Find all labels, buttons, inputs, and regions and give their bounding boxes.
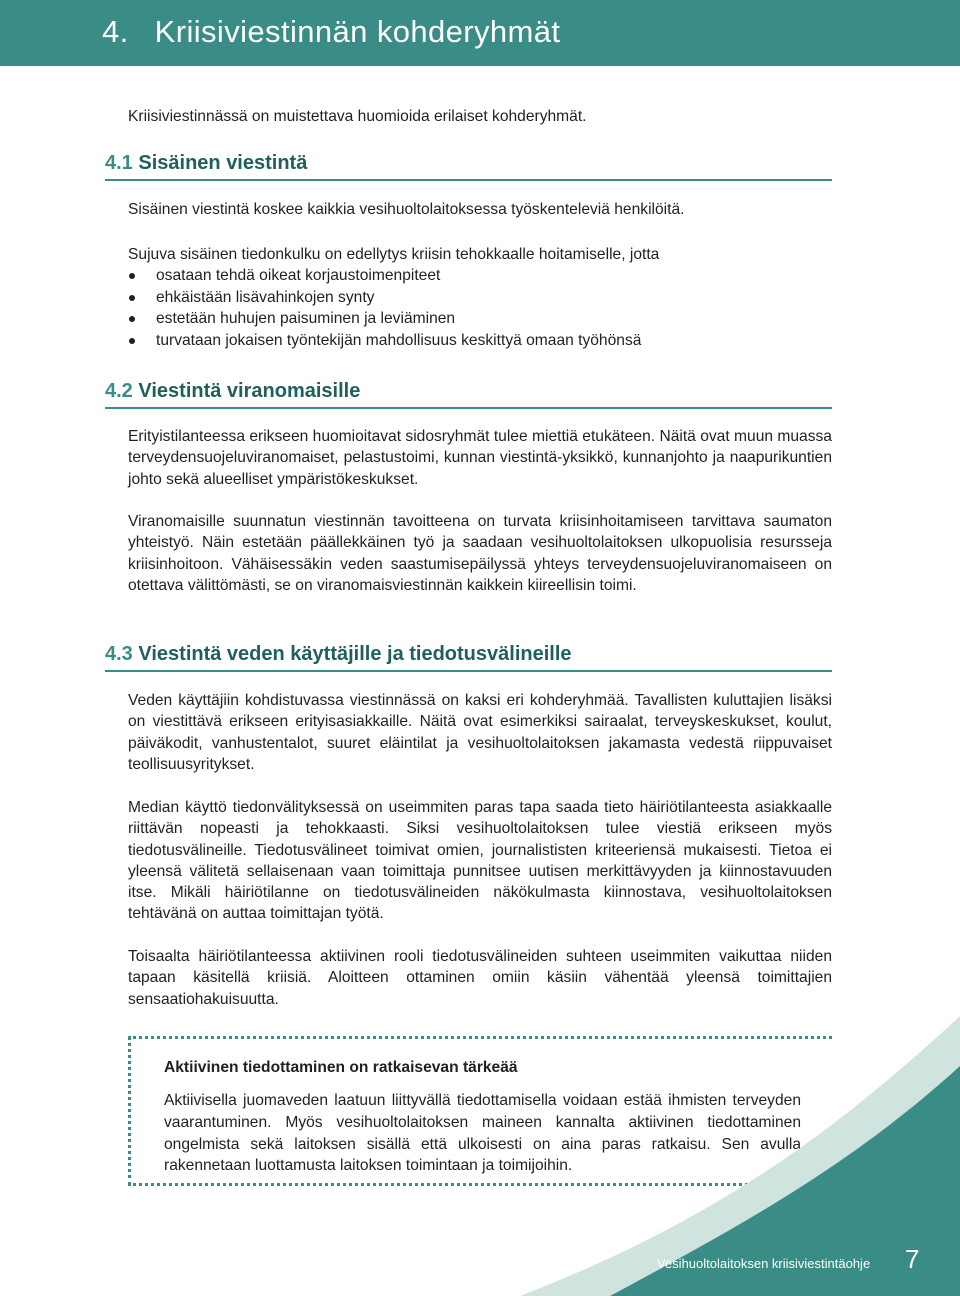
list-item: estetään huhujen paisuminen ja leviäminen	[128, 308, 832, 330]
chapter-number: 4.	[102, 14, 129, 49]
section1-paragraph-1: Sisäinen viestintä koskee kaikkia vesihuoltolaitoksessa työskenteleviä henkilöitä.	[128, 201, 685, 218]
section3-paragraph-2: Median käyttö tiedonvälityksessä on useimmiten paras tapa saada tieto häiriötilanteesta asiakkaalle riittävän nopeasti ja tehokkaasti. Siksi vesihuoltolaitoksen tulee viestiä erikseen myös tiedotusvälineille. Tiedotusvälineet toimivat omien, journalististen kriteeriensä mukaisesti. Tietoa ei yleensä välitetä sellaisenaan vaan toimittaja punnitsee uutisen merkittävyyden ja kiinnostavuuden itse. Mikäli häiriötilanne on tiedotusvälineiden näkökulmasta kiinnostava, vesihuoltolaitoksen tehtävänä on auttaa toimittajan työtä.	[128, 799, 832, 923]
section-number: 4.1	[105, 152, 133, 174]
callout-text: Aktiivisella juomaveden laatuun liittyvällä tiedottamisella voidaan estää ihmisten terveyden vaarantuminen. Myös vesihuoltolaitoksen maineen kannalta aktiivinen tiedottaminen ongelmista sekä laitoksen sisällä että ulkoisesti on aina paras ratkaisu. Sen avulla rakennetaan luottamusta laitoksen toimintaan ja toimijoihin.	[164, 1092, 801, 1175]
chapter-title	[102, 14, 560, 50]
section2-paragraph-2: Viranomaisille suunnatun viestinnän tavoitteena on turvata kriisinhoitamiseen tarvittava saumaton yhteistyö. Näin estetään päällekkäinen työ ja saadaan vesihuoltolaitoksen ulkopuolisia resursseja kriisinhoitoon. Vähäisessäkin veden saastumisepäilyssä yhteys terveydensuojeluviranomaiseen on otettava välittömästi, se on viranomaisviestinnän kaikkein kiireellisin toimi.	[128, 513, 832, 594]
section1-lead-paragraph: Sujuva sisäinen tiedonkulku on edellytys kriisin tehokkaalle hoitamiselle, jotta	[128, 246, 660, 263]
chapter-header-bar	[0, 0, 960, 66]
section3-paragraph-1: Veden käyttäjiin kohdistuvassa viestinnässä on kaksi eri kohderyhmää. Tavallisten kuluttajien lisäksi on viestittävä erikseen erityisasiakkaille. Näitä ovat esimerkiksi sairaalat, terveyskeskukset, koulut, päiväkodit, vanhustentalot, suuret eläintilat ja vesihuoltolaitoksen jakamasta vedestä riippuvaiset teollisuusyritykset.	[128, 692, 832, 773]
section-heading-4-3	[105, 643, 832, 672]
section2-paragraph-1: Erityistilanteessa erikseen huomioitavat sidosryhmät tulee miettiä etukäteen. Näitä ovat muun muassa terveydensuojeluviranomaiset, pelastustoimi, kunnan viestintä-yksikkö, kunnanjohto ja naapurikuntien johto sekä alueelliset ympäristökeskukset.	[128, 428, 832, 488]
section-heading-4-1	[105, 152, 832, 181]
section-title: Viestintä veden käyttäjille ja tiedotusvälineille	[138, 643, 572, 665]
section-heading-4-2	[105, 380, 832, 409]
chapter-title-text: Kriisiviestinnän kohderyhmät	[154, 14, 561, 49]
list-item: turvataan jokaisen työntekijän mahdollisuus keskittyä omaan työhönsä	[128, 330, 832, 352]
section-title: Sisäinen viestintä	[138, 152, 308, 174]
page-number: 7	[905, 1244, 920, 1274]
footer-publication-title: Vesihuoltolaitoksen kriisiviestintäohje	[657, 1256, 871, 1271]
section-number: 4.2	[105, 380, 133, 402]
section3-paragraph-3: Toisaalta häiriötilanteessa aktiivinen rooli tiedotusvälineiden suhteen useimmiten vaikuttaa niiden tapaan käsitellä kriisiä. Aloitteen ottaminen omiin käsiin vähentää yleensä toimittajien sensaatiohakuisuutta.	[128, 948, 832, 1008]
section1-bullet-list	[128, 265, 832, 351]
section-title: Viestintä viranomaisille	[138, 380, 361, 402]
list-item: osataan tehdä oikeat korjaustoimenpiteet	[128, 265, 832, 287]
callout-title: Aktiivinen tiedottaminen on ratkaisevan tärkeää	[164, 1059, 518, 1076]
list-item: ehkäistään lisävahinkojen synty	[128, 287, 832, 309]
section-number: 4.3	[105, 643, 133, 665]
intro-paragraph: Kriisiviestinnässä on muistettava huomioida erilaiset kohderyhmät.	[128, 108, 587, 125]
footer-wave-graphic	[0, 996, 960, 1296]
